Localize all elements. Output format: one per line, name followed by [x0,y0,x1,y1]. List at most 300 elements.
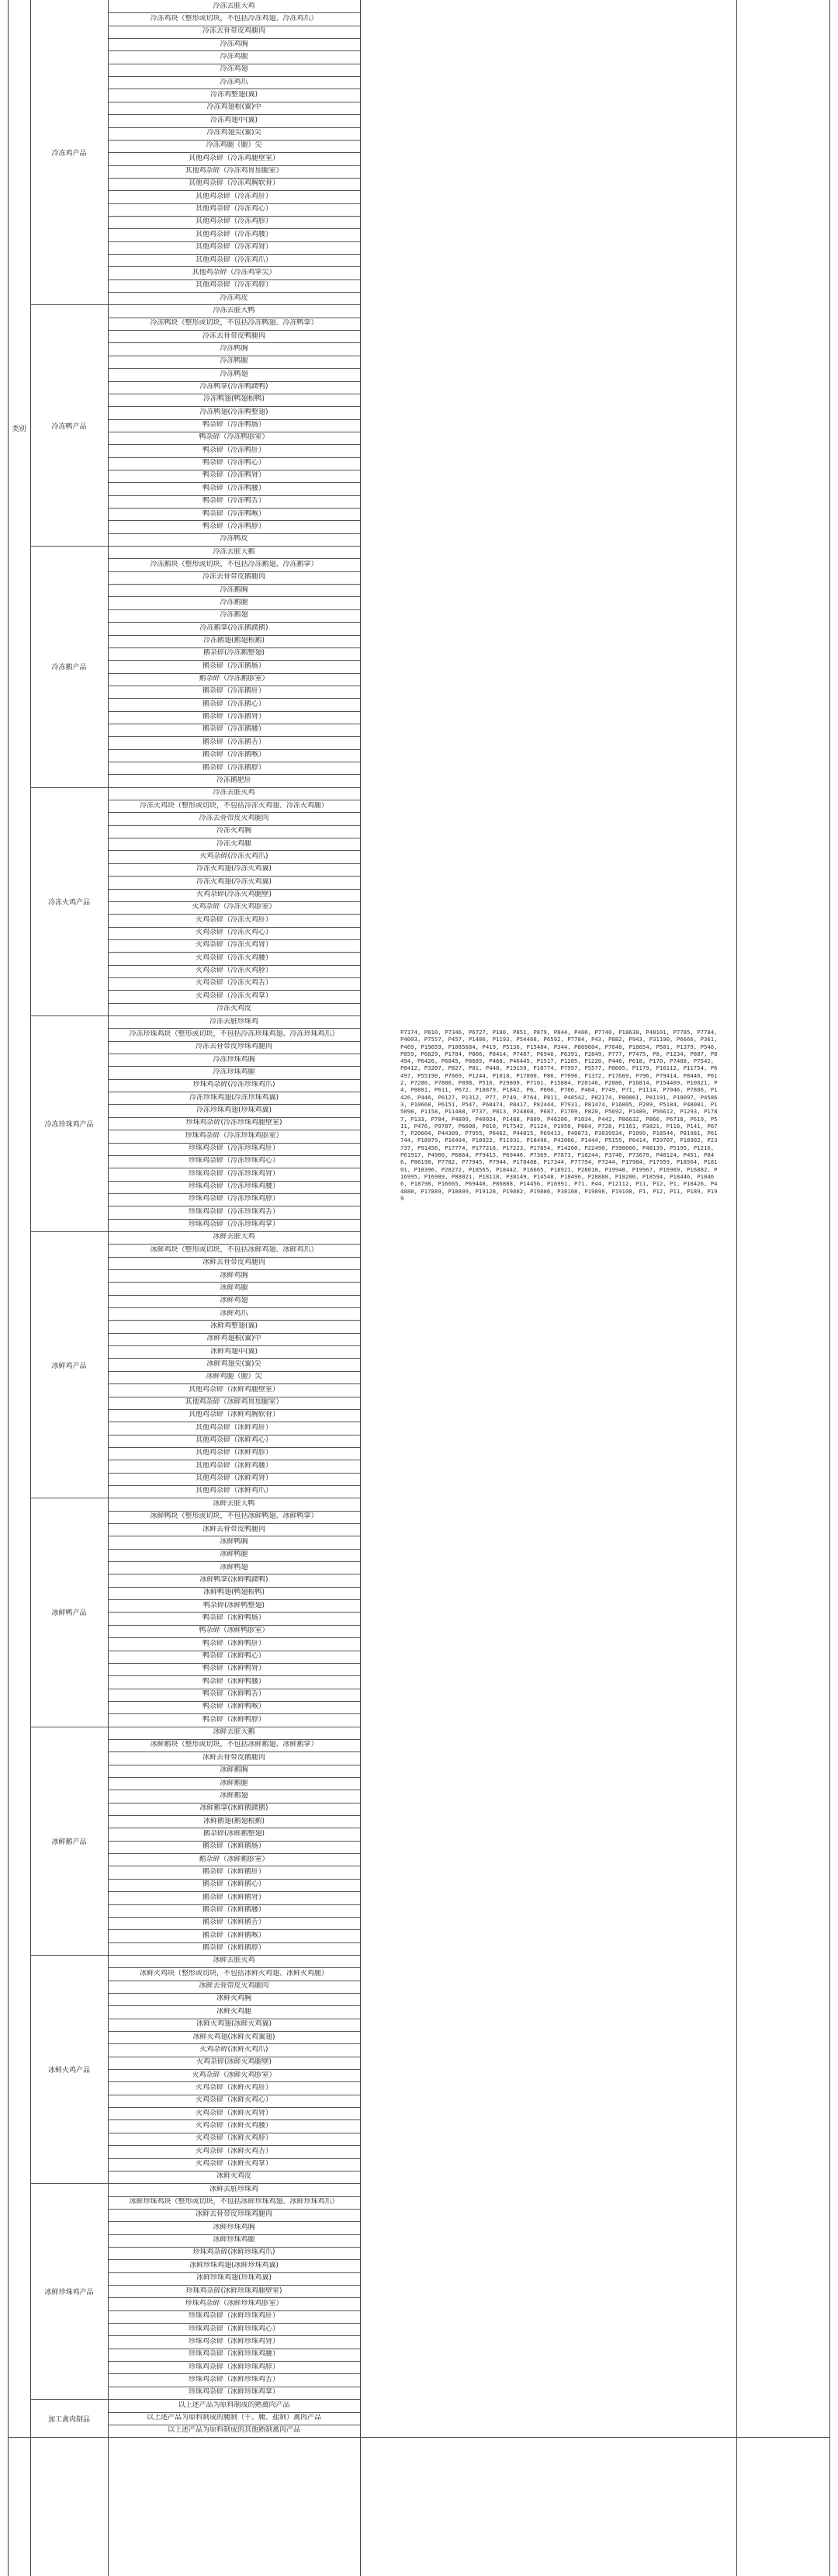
product-item: 冰鲜珍珠鸡腿 [213,2236,255,2244]
product-item: 冰鲜鸡爪 [220,1309,248,1318]
row-divider [108,1751,360,1752]
product-item: 火鸡杂碎（冰鲜火鸡掌） [195,2160,272,2168]
row-divider [108,2272,360,2273]
row-divider [108,2107,360,2108]
product-item: 其他鸡杂碎（冰鲜鸡胗） [195,1449,272,1457]
product-item: 冷冻火鸡胸 [216,827,251,835]
row-divider [108,1599,360,1600]
product-item: 冷冻鸡翅根(翼)中 [206,103,261,112]
product-item: 冷冻鸭掌(冷冻鸭蹼鸭) [199,383,268,391]
row-divider [108,2285,360,2286]
product-item: 其他鸡杂碎（冰鲜鸡胸软骨） [188,1411,279,1419]
row-divider [108,876,360,877]
row-divider [108,1803,360,1804]
row-divider [108,2412,360,2413]
product-item: 冷冻鹅腿 [220,598,248,606]
product-item: 冷冻鸭翅(冷冻鸭整翅) [199,408,268,416]
product-item: 珍珠鸡杂碎(冷冻珍珠鸡腿壁室) [185,1119,282,1127]
product-item: 冷冻去骨带皮珍珠鸡腿肉 [195,1043,272,1051]
product-item: 冷冻鹅肥肝 [216,776,251,784]
row-divider [108,1815,360,1816]
product-item: 冷冻鹅翅 [220,611,248,620]
product-item: 冷冻去脏大鸡 [213,2,255,10]
top-category-label: 类别 [12,425,26,433]
row-divider [108,711,360,712]
product-item: 冷冻珍珠鸡翅(冷冻珍珠鸡翼) [189,1093,279,1102]
product-item: 鹅杂碎（冰鲜鹅肠） [202,1842,265,1851]
product-item: 冷冻鸡块（整形或切块，不包括冷冻鸡翅、冷冻鸡爪） [150,14,318,23]
product-item: 冰鲜鸡块（整形或切块，不包括冰鲜鸡翅、冰鲜鸡爪） [150,1245,318,1254]
product-item: 其他鸡杂碎（冰鲜鸡爪） [195,1487,272,1495]
product-item: 其他鸡杂碎（冰鲜鸡腰） [195,1461,272,1470]
row-divider [108,2335,360,2336]
row-divider [108,1967,360,1968]
product-item: 其他鸡杂碎（冰鲜鸡肾） [195,1474,272,1483]
row-divider [108,1904,360,1905]
product-item: 鹅杂碎(冷冻鹅整翅) [203,649,265,658]
row-divider [108,1447,360,1448]
row-divider [108,178,360,179]
row-divider [108,203,360,204]
row-divider [108,1257,360,1258]
product-item: 鸭杂碎(冰鲜鸭整翅) [203,1601,265,1609]
row-divider [108,1320,360,1321]
product-item: 鹅杂碎（冰鲜鹅脖） [202,1944,265,1953]
row-divider [108,279,360,280]
row-divider [108,2373,360,2374]
row-divider [108,2399,360,2400]
product-item: 火鸡杂碎（冷冻火鸡舌） [195,979,272,988]
row-divider [108,2183,360,2184]
product-item: 其他鸡杂碎（冰鲜鸡肝） [195,1423,272,1432]
product-item: 冰鲜去脏大鸭 [213,1499,255,1508]
row-divider [108,622,360,623]
product-item: 火鸡杂碎（冰鲜火鸡舌） [195,2147,272,2155]
row-divider [108,1028,360,1029]
product-item: 冰鲜鸡腿（腿）尖 [206,1373,262,1381]
product-item: 冰鲜火鸡块（整形或切块，不包括冰鲜火鸡翅、冰鲜火鸡腿） [139,1969,328,1977]
product-item: 鸭杂碎（冰鲜鸭舌） [202,1690,265,1699]
row-divider [108,1675,360,1676]
row-divider [108,647,360,648]
category-label: 冰鲜鹅产品 [51,1838,87,1846]
category-label: 冷冻鹅产品 [51,664,87,672]
product-item: 冰鲜鹅掌(冰鲜鹅蹼鹅) [199,1804,268,1813]
row-divider [108,292,360,293]
product-item: 冰鲜鸡腿 [220,1283,248,1292]
product-item: 火鸡杂碎（冰鲜火鸡胗室） [192,2071,276,2079]
product-item: 珍珠鸡杂碎（冰鲜珍珠鸡肝） [188,2312,279,2321]
product-item: 冰鲜火鸡翅(冰鲜火鸡翼) [196,2020,272,2029]
category-label: 冰鲜鸡产品 [51,1362,87,1370]
category-label: 冷冻火鸡产品 [47,898,90,907]
product-item: 冷冻鸭翅(鸭翅根鸭) [203,395,265,404]
product-item: 珍珠鸡杂碎(冰鲜珍珠鸡爪) [192,2248,275,2257]
row-divider [108,889,360,890]
product-item: 冰鲜鸭翅(鸭翅根鸭) [203,1588,265,1597]
row-divider [108,2069,360,2070]
product-item: 冷冻去脏珍珠鸡 [209,1017,258,1026]
product-item: 冷冻珍珠鸡腿 [213,1068,255,1076]
product-item: 珍珠鸡杂碎(冰鲜珍珠鸡腿壁室) [185,2286,282,2295]
row-divider [108,927,360,928]
product-item: 冷冻鹅块（整形或切块，不包括冷冻鹅翅、冷冻鹅掌） [150,560,318,568]
product-item: 火鸡杂碎(冷冻火鸡腿壁) [196,890,272,898]
product-item: 冰鲜火鸡皮 [216,2172,251,2181]
product-item: 冰鲜珍珠鸡块（整形或切块，不包括冰鲜珍珠鸡翅、冰鲜珍珠鸡爪） [129,2198,339,2206]
row-divider [108,241,360,242]
row-divider [108,140,360,141]
product-item: 鹅杂碎（冰鲜鹅肾） [202,1893,265,1901]
row-divider [108,38,360,39]
row-divider [108,1587,360,1588]
row-divider [108,635,360,636]
row-divider [30,304,108,305]
product-item: 其他鸡杂碎（冷冻鸡脖） [195,281,272,290]
product-item: 冰鲜去脏火鸡 [213,1956,255,1965]
row-divider [108,787,360,788]
product-item: 火鸡杂碎（冰鲜火鸡肝） [195,2083,272,2092]
row-divider [108,596,360,597]
row-divider [108,1929,360,1930]
row-divider [108,1104,360,1105]
product-item: 冰鲜鸭块（整形或切块，不包括冰鲜鸭翅、冰鲜鸭掌） [150,1512,318,1521]
product-item: 其他鸡杂碎（冷冻鸡心） [195,205,272,214]
row-divider [108,977,360,978]
row-divider [108,216,360,217]
row-divider [108,381,360,382]
row-divider [108,508,360,509]
row-divider [108,1473,360,1474]
product-item: 珍珠鸡杂碎（冰鲜珍珠鸡肾） [188,2337,279,2345]
product-item: 其他鸡杂碎（冷冻鸡掌尖） [192,268,276,276]
row-divider [108,190,360,191]
row-divider [108,1383,360,1384]
product-item: 火鸡杂碎（冷冻火鸡肾） [195,941,272,950]
product-item: 冰鲜去脏珍珠鸡 [209,2185,258,2193]
product-item: 冰鲜去脏大鸡 [213,1233,255,1241]
product-item: 冷冻鸡翅中(翼) [210,116,258,124]
product-item: 鹅杂碎（冰鲜鹅心） [202,1880,265,1889]
row-divider [108,1244,360,1245]
row-divider [108,1739,360,1740]
row-divider [108,1713,360,1714]
row-divider [108,850,360,851]
product-item: 冰鲜鹅腿 [220,1779,248,1787]
product-item: 鸭杂碎（冰鲜鸭肠） [202,1613,265,1622]
row-divider [108,990,360,991]
product-item: 冷冻去骨带皮鹅腿肉 [202,573,265,582]
row-divider [108,495,360,496]
row-divider [108,546,360,547]
row-divider [108,114,360,115]
row-divider [108,520,360,521]
row-divider [108,2171,360,2172]
row-divider [108,342,360,343]
product-item: 冷冻鸭腿 [220,357,248,366]
row-divider [108,965,360,966]
row-divider [108,76,360,77]
row-divider [108,2031,360,2032]
row-divider [108,571,360,572]
product-item: 冰鲜鹅胸 [220,1766,248,1775]
row-divider [108,1993,360,1994]
product-item: 火鸡杂碎（冰鲜火鸡脖） [195,2134,272,2143]
product-item: 其他鸡杂碎（冰鲜鸡胃加腿室） [185,1398,283,1406]
product-item: 冰鲜去骨带皮鸭腿肉 [202,1525,265,1533]
row-divider [108,152,360,153]
row-divider [108,1358,360,1359]
product-item: 鸭杂碎（冰鲜鸭腰） [202,1677,265,1686]
row-divider [108,457,360,458]
row-divider [108,1435,360,1436]
product-item: 火鸡杂碎（冷冻火鸡胗室） [192,903,276,911]
row-divider [108,1219,360,1220]
product-item: 以上述产品为原料制成的熟禽肉产品 [178,2401,290,2409]
row-divider [108,1891,360,1892]
product-item: 鸭杂碎（冷冻鸭心） [202,459,265,467]
product-item: 鸭杂碎（冰鲜鸭胗室） [199,1626,269,1635]
row-divider [108,1777,360,1778]
product-item: 冷冻珍珠鸡胸 [213,1055,255,1064]
product-item: 冷冻火鸡翅(冷冻火鸡翼) [196,865,272,873]
row-divider [108,2209,360,2210]
product-item: 冷冻珍珠鸡块（整形或切块，不包括冷冻珍珠鸡翅、冷冻珍珠鸡爪） [129,1029,339,1038]
product-item: 鸭杂碎（冰鲜鸭脖） [202,1715,265,1724]
row-divider [108,1942,360,1943]
row-divider [30,1015,108,1016]
product-item: 冰鲜鸭翅 [220,1563,248,1571]
row-divider [30,2183,108,2184]
product-item: 鹅杂碎（冷冻鹅胗室） [199,675,269,683]
row-divider [108,584,360,585]
product-item: 珍珠鸡杂碎（冰鲜珍珠鸡腰） [188,2350,279,2359]
column-divider [360,0,361,2576]
product-item: 冷冻去脏大鹅 [213,547,255,556]
row-divider [108,1181,360,1182]
row-divider [108,914,360,915]
row-divider [108,1612,360,1613]
product-item: 冰鲜鸡翅根(翼)中 [206,1335,261,1343]
row-divider [108,2005,360,2006]
row-divider [108,2234,360,2235]
product-item: 鸭杂碎（冷冻鸭胗室） [199,433,269,442]
product-item: 其他鸡杂碎（冷冻鸡胗） [195,217,272,226]
row-divider [108,50,360,51]
row-divider [108,774,360,775]
product-item: 鸭杂碎（冰鲜鸭肾） [202,1665,265,1673]
product-item: 冰鲜去骨带皮火鸡腿肉 [199,1982,269,1991]
product-item: 冷冻火鸡腿 [216,839,251,848]
product-item: 鸭杂碎（冷冻鸭肠） [202,421,265,429]
row-divider [108,2043,360,2044]
row-divider [108,12,360,13]
row-divider [108,1295,360,1296]
product-item: 冰鲜鸭腿 [220,1550,248,1559]
row-divider [108,330,360,331]
product-item: 其他鸡杂碎（冰鲜鸡心） [195,1436,272,1445]
table-border-left [8,0,9,2576]
row-divider [30,1955,108,1956]
row-divider [108,901,360,902]
product-item: 鸭杂碎（冷冻鸭舌） [202,497,265,505]
row-divider [108,1117,360,1118]
product-item: 火鸡杂碎(冰鲜火鸡腿壁) [196,2058,272,2067]
row-divider [108,1041,360,1042]
product-item: 珍珠鸡杂碎（冷冻珍珠鸡脖） [188,1195,279,1203]
table-border-right [829,0,830,2576]
column-divider [736,0,737,2576]
product-item: 冷冻鸡胸 [220,40,248,48]
product-item: 冰鲜鸭胸 [220,1537,248,1546]
product-item: 冰鲜鹅翅 [220,1791,248,1800]
row-divider [108,863,360,864]
product-item: 鹅杂碎（冰鲜鹅腰） [202,1906,265,1914]
row-divider [108,1523,360,1524]
row-divider [108,2323,360,2324]
product-item: 鸭杂碎（冰鲜鸭肝） [202,1639,265,1647]
row-divider [108,482,360,483]
row-divider [108,749,360,750]
product-item: 冰鲜珍珠鸡翅(珍珠鸡翼) [196,2274,272,2283]
row-divider [108,812,360,813]
row-divider [108,825,360,826]
row-divider [108,1345,360,1346]
row-divider [108,1155,360,1156]
product-item: 冷冻鸡整翅(翼) [210,90,258,99]
row-divider [108,1269,360,1270]
product-item: 鹅杂碎（冰鲜鹅舌） [202,1918,265,1927]
product-item: 冷冻去骨带皮鸭腿肉 [202,332,265,340]
category-label: 冷冻鸭产品 [51,422,87,431]
product-item: 鹅杂碎（冷冻鹅腰） [202,725,265,734]
row-divider [108,1282,360,1283]
product-item: 鸭杂碎（冰鲜鸭心） [202,1652,265,1660]
row-divider [108,533,360,534]
product-item: 冰鲜去骨带皮珍珠鸡腿肉 [195,2210,272,2219]
product-item: 冷冻鸭皮 [220,535,248,543]
product-item: 火鸡杂碎（冷冻火鸡肝） [195,915,272,924]
row-divider [108,1853,360,1854]
product-item: 冰鲜鹅翅(鹅翅根鹅) [203,1817,265,1825]
column-divider [30,0,31,2576]
product-item: 火鸡杂碎（冷冻火鸡腰） [195,953,272,962]
row-divider [108,2145,360,2146]
row-divider [108,266,360,267]
product-item: 其他鸡杂碎（冷冻鸡腰） [195,230,272,238]
product-item: 冷冻去脏大鸭 [213,306,255,314]
product-item: 珍珠鸡杂碎（冷冻珍珠鸡肝） [188,1144,279,1152]
row-divider [108,736,360,737]
product-item: 珍珠鸡杂碎（冰鲜珍珠鸡心） [188,2324,279,2333]
category-label: 冷冻珍珠鸡产品 [44,1120,94,1129]
row-divider [108,406,360,407]
product-item: 冰鲜鸡翅中(翼) [210,1347,258,1356]
product-item: 珍珠鸡杂碎（冰鲜珍珠鸡脖） [188,2362,279,2371]
row-divider [108,1955,360,1956]
product-item: 鸭杂碎（冷冻鸭腰） [202,484,265,492]
product-item: 冷冻鸡腿（腿）尖 [206,141,262,150]
product-item: 珍珠鸡杂碎（冷冻珍珠鸡掌） [188,1220,279,1229]
row-divider [108,1066,360,1067]
row-divider [30,1231,108,1232]
product-item: 冰鲜鸡翅 [220,1297,248,1305]
product-item: 冷冻鸡翅 [220,65,248,74]
product-item: 鹅杂碎（冰鲜鹅胗室） [199,1855,269,1863]
product-item: 鹅杂碎（冷冻鹅心） [202,700,265,708]
product-item: 其他鸡杂碎（冷冻鸡肝） [195,192,272,200]
product-item: 冰鲜珍珠鸡翅(冰鲜珍珠鸡翼) [189,2261,279,2269]
row-divider [108,1549,360,1550]
product-item: 珍珠鸡杂碎（冷冻珍珠鸡腰） [188,1182,279,1191]
product-item: 珍珠鸡杂碎（冰鲜珍珠鸡舌） [188,2375,279,2383]
product-item: 冷冻火鸡块（整形或切块，不包括冷冻火鸡翅、冷冻火鸡腿） [139,801,328,810]
category-label: 加工禽肉制品 [47,2415,90,2424]
product-item: 冷冻去脏火鸡 [213,789,255,797]
product-item: 火鸡杂碎（冷冻火鸡脖） [195,967,272,975]
row-divider [108,127,360,128]
row-divider [108,1079,360,1080]
row-divider [108,1637,360,1638]
product-item: 其他鸡杂碎（冷冻鸡胸软骨） [188,179,279,188]
row-divider [108,673,360,674]
product-item: 珍珠鸡杂碎（冰鲜珍珠鸡掌） [188,2388,279,2397]
product-item: 冷冻鸡皮 [220,293,248,302]
product-item: 冷冻鸡腿 [220,52,248,61]
product-item: 冰鲜火鸡腿 [216,2007,251,2015]
product-item: 冰鲜鹅块（整形或切块，不包括冰鲜鹅翅、冰鲜鹅掌） [150,1741,318,1749]
product-item: 冰鲜火鸡胸 [216,1994,251,2003]
row-divider [108,660,360,661]
product-item: 冷冻鹅翅(鹅翅根鹅) [203,637,265,644]
product-item: 鸭杂碎（冷冻鸭肾） [202,471,265,480]
product-item: 冰鲜去骨带皮鹅腿肉 [202,1753,265,1762]
row-divider [108,2158,360,2159]
category-label: 冷冻鸡产品 [51,150,87,158]
row-divider [108,1143,360,1144]
product-item: 鹅杂碎（冰鲜鹅喉） [202,1931,265,1939]
row-divider [108,2310,360,2311]
product-item: 火鸡杂碎（冷冻火鸡心） [195,929,272,937]
product-item: 冰鲜鸡整翅(翼) [210,1321,258,1330]
row-divider [108,254,360,255]
product-item: 冰鲜去骨带皮鸡腿肉 [202,1258,265,1267]
row-divider [108,368,360,369]
row-divider [108,1511,360,1512]
row-divider [108,1917,360,1918]
product-item: 火鸡杂碎（冰鲜火鸡肾） [195,2109,272,2117]
product-item: 冷冻去骨带皮火鸡腿肉 [199,814,269,822]
row-divider [108,1003,360,1004]
row-divider [30,787,108,788]
product-item: 以上述产品为原料制成的腌制（干、腌、盐制）禽肉产品 [146,2414,321,2422]
category-label: 冰鲜鸭产品 [51,1609,87,1618]
product-item: 鹅杂碎（冷冻鹅肝） [202,687,265,696]
product-item: 以上述产品为原料制成的其他熟制禽肉产品 [167,2426,300,2435]
product-item: 冰鲜鸡胸 [220,1271,248,1279]
row-divider [108,1561,360,1562]
row-divider [108,165,360,166]
product-item: 冰鲜去脏大鹅 [213,1728,255,1737]
product-item: 其他鸡杂碎（冰鲜鸡腿壁室） [188,1385,279,1394]
product-item: 珍珠鸡杂碎（冷冻珍珠鸡肾） [188,1169,279,1178]
product-item: 鹅杂碎（冷冻鹅喉） [202,751,265,759]
category-label: 冰鲜珍珠鸡产品 [44,2289,94,2297]
product-item: 鸭杂碎（冷冻鸭脖） [202,522,265,530]
product-item: 火鸡杂碎(冷冻火鸡爪) [199,852,268,860]
product-item: 珍珠鸡杂碎（冷冻珍珠鸡舌） [188,1207,279,1216]
row-divider [108,1231,360,1232]
